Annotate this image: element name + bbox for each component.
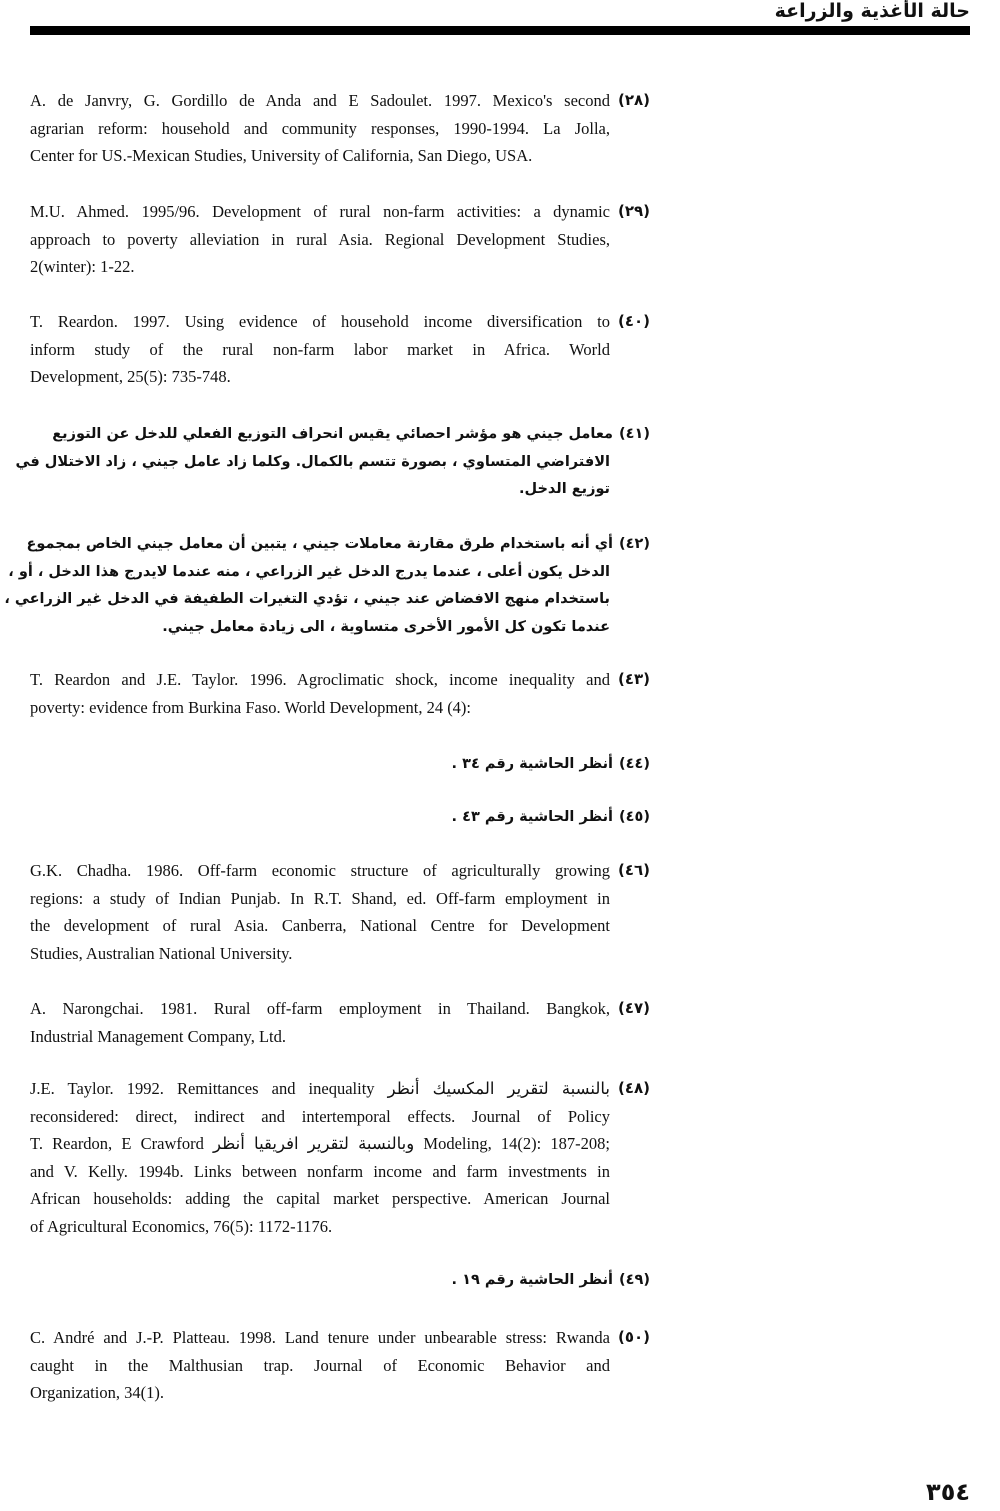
- endnote-line: [30, 857, 610, 885]
- running-header-title: حالة الأغذية والزراعة: [774, 0, 970, 22]
- endnote-number: (٤٠): [617, 312, 650, 330]
- page-number: ٣٥٤: [926, 1478, 970, 1506]
- endnote-number: (٤٦): [617, 861, 650, 879]
- endnote-number: (٤٢): [619, 536, 650, 552]
- endnote-text: approach to poverty alleviation in rural Asia. Regional Development Studies,: [30, 229, 610, 249]
- endnote-text: A. Narongchai. 1981. Rural off-farm employment in Thailand. Bangkok,: [30, 999, 610, 1018]
- endnote-text: caught in the Malthusian trap. Journal of Economic Behavior and: [30, 1355, 610, 1375]
- endnote-line: [30, 142, 610, 170]
- endnote-text: J.E. Taylor. 1992. Remittances and inequality بالنسبة لتقرير المكسيك أنظر: [30, 1079, 610, 1098]
- endnote-text: أي أنه باستخدام طرق مقارنة معاملات جيني ، يتبين أن معامل جيني الخاص بمجموع: [26, 536, 614, 552]
- endnote-line: [30, 751, 650, 779]
- endnote-number: (٢٩): [617, 202, 650, 220]
- endnote-text: of Agricultural Economics, 76(5): 1172-1176.: [30, 1216, 333, 1236]
- endnote-line: [15, 449, 650, 477]
- endnote-text: Center for US.-Mexican Studies, University of California, San Diego, USA.: [30, 146, 533, 165]
- endnote-number: (٤٨): [617, 1079, 650, 1097]
- endnote-text: T. Reardon and J.E. Taylor. 1996. Agroclimatic shock, income inequality and: [30, 670, 610, 689]
- endnote-text: C. André and J.-P. Platteau. 1998. Land tenure under unbearable stress: Rwanda: [30, 1328, 610, 1347]
- endnote-line: [30, 804, 650, 832]
- endnote-line: [30, 1379, 610, 1407]
- endnote-line: [30, 476, 650, 504]
- endnote-line: [30, 308, 610, 336]
- endnote: [30, 804, 650, 832]
- endnote-number: (٥٠): [617, 1328, 650, 1346]
- endnote: [30, 198, 650, 281]
- endnote: [30, 666, 650, 721]
- endnote-text: معامل جيني هو مؤشر احصائي يقيس انحراف التوزيع الفعلي للدخل عن التوزيع: [52, 426, 614, 442]
- endnote-text: توزيع الدخل.: [519, 481, 610, 497]
- endnote-line: [30, 1267, 650, 1295]
- endnote-line: [30, 666, 610, 694]
- endnote-line: [30, 198, 610, 226]
- endnote: [30, 1324, 650, 1407]
- endnote-line: [30, 1103, 610, 1131]
- endnote-line: [30, 421, 650, 449]
- header-rule: [30, 26, 970, 35]
- endnote-line: [30, 1185, 610, 1213]
- endnote-line: [30, 363, 610, 391]
- endnote-text: reconsidered: direct, indirect and intertemporal effects. Journal of Policy: [30, 1106, 610, 1126]
- endnote-line: [30, 1324, 610, 1352]
- endnote-line: [30, 1352, 610, 1380]
- endnote-line: [30, 87, 610, 115]
- endnote-text: T. Reardon. 1997. Using evidence of household income diversification to: [30, 312, 610, 331]
- endnote-line: [30, 115, 610, 143]
- endnote-text: G.K. Chadha. 1986. Off-farm economic structure of agriculturally growing: [30, 861, 610, 880]
- endnote-text: and V. Kelly. 1994b. Links between nonfarm income and farm investments in: [30, 1161, 610, 1181]
- endnote-text: agrarian reform: household and community responses, 1990-1994. La Jolla,: [30, 118, 610, 138]
- endnote-line: [30, 940, 610, 968]
- endnote-line: [26, 531, 650, 559]
- endnote-line: [30, 995, 610, 1023]
- endnote-text: African households: adding the capital market perspective. American Journal: [30, 1189, 610, 1208]
- endnote-number: (٢٨): [617, 91, 650, 109]
- endnote: [15, 421, 650, 504]
- endnote-text: Development, 25(5): 735-748.: [30, 367, 231, 386]
- endnote-number: (٤١): [619, 426, 650, 442]
- endnote-text: inform study of the rural non-farm labor market in Africa. World: [30, 339, 610, 359]
- endnote-text: Studies, Australian National University.: [30, 943, 293, 963]
- endnote-line: [30, 885, 610, 913]
- endnote: [30, 995, 650, 1050]
- endnote-line: [30, 694, 610, 722]
- endnote-text: الافتراضي المتساوي ، بصورة تتسم بالكمال. وكلما زاد عامل جيني ، زاد الاختلال في: [15, 453, 610, 470]
- endnote-text: عندما تكون كل الأمور الأخرى متساوية ، الى زيادة معامل جيني.: [162, 618, 610, 635]
- endnote-line: [30, 614, 650, 642]
- endnote-number: (٤٧): [617, 999, 650, 1017]
- endnote-number: (٤٥): [619, 809, 650, 825]
- endnote-number: (٤٣): [617, 670, 650, 688]
- endnote: [30, 308, 650, 391]
- endnote-text: الدخل يكون أعلى ، عندما يدرج الدخل غير الزراعي ، منه عندما لايدرج هذا الدخل ، أو ،: [8, 563, 610, 580]
- endnote-text: poverty: evidence from Burkina Faso. World Development, 24 (4):: [30, 697, 472, 717]
- endnote-line: [8, 559, 650, 587]
- endnote-line: [30, 1075, 610, 1103]
- endnote: [4, 531, 650, 641]
- endnote: [30, 1267, 650, 1295]
- endnote-line: [30, 336, 610, 364]
- endnote-text: باستخدام منهج الافضاض عند جيني ، تؤدي التغيرات الطفيفة في الدخل غير الزراعي ،: [4, 591, 610, 607]
- endnote-text: regions: a study of Indian Punjab. In R.T. Shand, ed. Off-farm employment in: [30, 888, 610, 908]
- endnote-text: the development of rural Asia. Canberra, National Centre for Development: [30, 916, 610, 935]
- endnote-line: [30, 253, 610, 281]
- endnote-text: 2(winter): 1-22.: [30, 257, 135, 276]
- endnote-line: [30, 226, 610, 254]
- endnote-text: Industrial Management Company, Ltd.: [30, 1026, 286, 1046]
- endnote-line: [30, 1213, 610, 1241]
- endnote-text: M.U. Ahmed. 1995/96. Development of rural non-farm activities: a dynamic: [30, 202, 610, 221]
- endnote-text: T. Reardon, E Crawford وبالنسبة لتقرير افريقيا أنظر Modeling, 14(2): 187-208;: [30, 1134, 610, 1153]
- endnote-number: (٤٤): [619, 756, 650, 772]
- endnote: [30, 857, 650, 967]
- endnote-text: Organization, 34(1).: [30, 1383, 164, 1402]
- endnote: [30, 87, 650, 170]
- endnote-line: [30, 1158, 610, 1186]
- endnote-text: أنظر الحاشية رقم ٤٣ .: [451, 809, 614, 825]
- endnote-text: أنظر الحاشية رقم ١٩ .: [451, 1272, 614, 1288]
- endnote-text: أنظر الحاشية رقم ٣٤ .: [451, 756, 614, 772]
- endnote-line: [30, 912, 610, 940]
- endnote-line: [30, 1023, 610, 1051]
- endnote-text: A. de Janvry, G. Gordillo de Anda and E Sadoulet. 1997. Mexico's second: [30, 91, 610, 110]
- endnote-line: [4, 586, 650, 614]
- endnote-line: [30, 1130, 610, 1158]
- endnote: [30, 751, 650, 779]
- endnote-number: (٤٩): [619, 1272, 650, 1288]
- endnote: [30, 1075, 650, 1240]
